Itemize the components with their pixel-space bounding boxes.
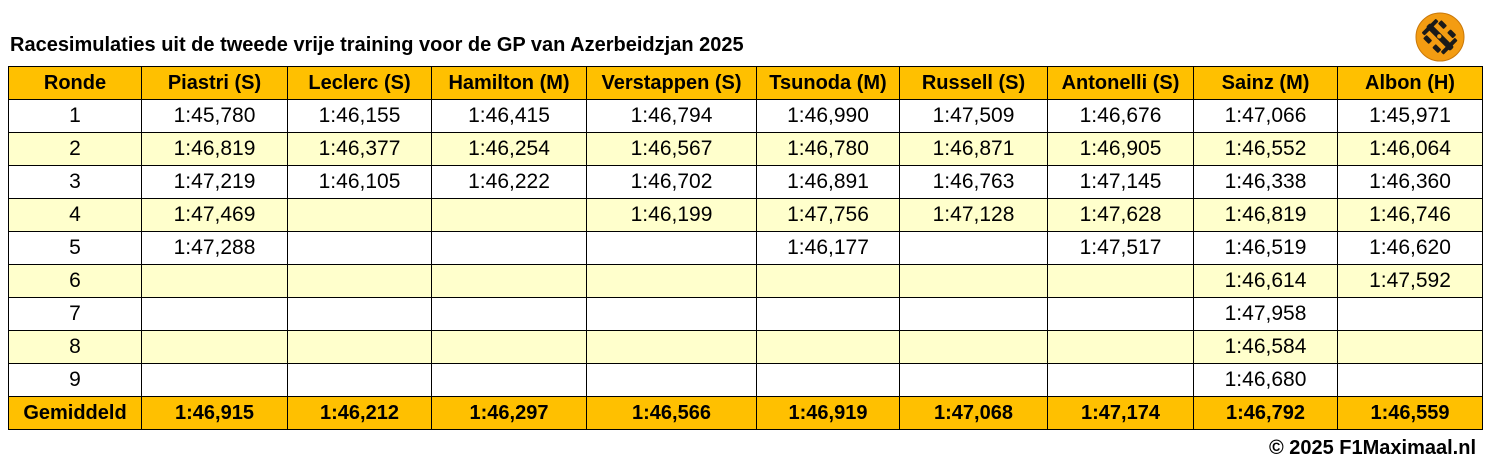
- lap-time-cell: [1048, 265, 1194, 298]
- table-header-row: [9, 67, 1483, 100]
- lap-time-cell: 1:46,360: [1338, 166, 1483, 199]
- lap-number-cell: 7: [9, 298, 142, 331]
- lap-time-cell: [1338, 331, 1483, 364]
- table-row: [9, 298, 1483, 331]
- average-time-cell: 1:46,212: [288, 397, 432, 430]
- lap-time-cell: 1:47,469: [142, 199, 288, 232]
- lap-time-cell: [1048, 298, 1194, 331]
- lap-time-cell: [587, 364, 757, 397]
- lap-time-cell: 1:46,620: [1338, 232, 1483, 265]
- table-row: [9, 133, 1483, 166]
- lap-number-cell: 4: [9, 199, 142, 232]
- lap-time-cell: 1:47,592: [1338, 265, 1483, 298]
- lap-time-cell: 1:46,415: [432, 100, 587, 133]
- lap-time-cell: 1:46,552: [1194, 133, 1338, 166]
- average-row: [9, 397, 1483, 430]
- lap-time-cell: 1:46,614: [1194, 265, 1338, 298]
- lap-time-cell: [288, 199, 432, 232]
- lap-time-cell: 1:47,288: [142, 232, 288, 265]
- average-time-cell: 1:46,919: [757, 397, 900, 430]
- lap-time-cell: [587, 265, 757, 298]
- lap-number-cell: 5: [9, 232, 142, 265]
- lap-time-cell: 1:46,064: [1338, 133, 1483, 166]
- lap-time-cell: [900, 232, 1048, 265]
- lap-time-cell: 1:46,746: [1338, 199, 1483, 232]
- average-time-cell: 1:47,068: [900, 397, 1048, 430]
- lap-time-cell: [757, 331, 900, 364]
- lap-number-cell: 3: [9, 166, 142, 199]
- page-title: Racesimulaties uit de tweede vrije training voor de GP van Azerbeidzjan 2025: [10, 34, 744, 56]
- column-header: Russell (S): [900, 67, 1048, 100]
- column-header: Ronde: [9, 67, 142, 100]
- lap-time-cell: [1338, 298, 1483, 331]
- lap-time-cell: 1:46,780: [757, 133, 900, 166]
- lap-time-cell: [900, 298, 1048, 331]
- column-header: Verstappen (S): [587, 67, 757, 100]
- lap-time-cell: 1:46,702: [587, 166, 757, 199]
- lap-time-cell: [1048, 331, 1194, 364]
- column-header: Albon (H): [1338, 67, 1483, 100]
- lap-time-cell: [587, 232, 757, 265]
- lap-time-cell: 1:46,794: [587, 100, 757, 133]
- lap-number-cell: 8: [9, 331, 142, 364]
- table-row: [9, 265, 1483, 298]
- lap-time-cell: 1:47,958: [1194, 298, 1338, 331]
- lap-time-cell: [142, 298, 288, 331]
- lap-time-cell: 1:46,676: [1048, 100, 1194, 133]
- lap-time-cell: 1:46,155: [288, 100, 432, 133]
- lap-time-cell: 1:46,819: [142, 133, 288, 166]
- lap-time-cell: [288, 232, 432, 265]
- lap-number-cell: 6: [9, 265, 142, 298]
- lap-time-cell: 1:46,377: [288, 133, 432, 166]
- table-row: [9, 199, 1483, 232]
- lap-time-cell: 1:47,066: [1194, 100, 1338, 133]
- average-label-cell: Gemiddeld: [9, 397, 142, 430]
- table-row: [9, 232, 1483, 265]
- column-header: Antonelli (S): [1048, 67, 1194, 100]
- table-row: [9, 166, 1483, 199]
- lap-time-cell: [142, 331, 288, 364]
- lap-time-cell: 1:47,219: [142, 166, 288, 199]
- lap-time-cell: [587, 298, 757, 331]
- lap-time-cell: 1:46,519: [1194, 232, 1338, 265]
- lap-time-cell: [288, 364, 432, 397]
- table-row: [9, 364, 1483, 397]
- lap-time-cell: [288, 298, 432, 331]
- lap-time-cell: [432, 298, 587, 331]
- lap-time-cell: [900, 331, 1048, 364]
- lap-number-cell: 9: [9, 364, 142, 397]
- lap-time-cell: 1:47,628: [1048, 199, 1194, 232]
- average-time-cell: 1:46,566: [587, 397, 757, 430]
- column-header: Piastri (S): [142, 67, 288, 100]
- copyright-text: © 2025 F1Maximaal.nl: [1268, 437, 1476, 459]
- lap-time-cell: 1:47,128: [900, 199, 1048, 232]
- lap-time-cell: 1:46,254: [432, 133, 587, 166]
- lap-time-cell: [432, 232, 587, 265]
- lap-time-cell: [432, 265, 587, 298]
- column-header: Leclerc (S): [288, 67, 432, 100]
- average-time-cell: 1:46,915: [142, 397, 288, 430]
- lap-time-cell: 1:47,517: [1048, 232, 1194, 265]
- lap-time-cell: [142, 265, 288, 298]
- average-time-cell: 1:46,297: [432, 397, 587, 430]
- column-header: Sainz (M): [1194, 67, 1338, 100]
- lap-time-cell: [900, 364, 1048, 397]
- lap-time-cell: [288, 265, 432, 298]
- lap-time-cell: [587, 331, 757, 364]
- column-header: Tsunoda (M): [757, 67, 900, 100]
- table-row: [9, 100, 1483, 133]
- lap-time-cell: [1048, 364, 1194, 397]
- average-time-cell: 1:46,792: [1194, 397, 1338, 430]
- lap-time-cell: [142, 364, 288, 397]
- lap-time-cell: 1:46,222: [432, 166, 587, 199]
- lap-time-cell: 1:46,905: [1048, 133, 1194, 166]
- lap-number-cell: 1: [9, 100, 142, 133]
- lap-time-cell: 1:47,509: [900, 100, 1048, 133]
- lap-time-cell: [432, 199, 587, 232]
- lap-time-cell: 1:46,680: [1194, 364, 1338, 397]
- lap-time-cell: 1:46,177: [757, 232, 900, 265]
- lap-time-cell: 1:47,756: [757, 199, 900, 232]
- lap-time-cell: [900, 265, 1048, 298]
- lap-time-cell: [288, 331, 432, 364]
- lap-time-cell: 1:46,105: [288, 166, 432, 199]
- average-time-cell: 1:46,559: [1338, 397, 1483, 430]
- lap-time-cell: 1:46,199: [587, 199, 757, 232]
- lap-time-cell: 1:46,891: [757, 166, 900, 199]
- race-car-logo-icon: [1415, 12, 1465, 62]
- lap-time-cell: [757, 364, 900, 397]
- lap-time-cell: 1:46,990: [757, 100, 900, 133]
- lap-time-cell: [1338, 364, 1483, 397]
- lap-time-cell: 1:46,338: [1194, 166, 1338, 199]
- lap-time-cell: 1:46,819: [1194, 199, 1338, 232]
- lap-time-cell: 1:46,871: [900, 133, 1048, 166]
- lap-time-cell: 1:47,145: [1048, 166, 1194, 199]
- lap-time-cell: [432, 364, 587, 397]
- lap-number-cell: 2: [9, 133, 142, 166]
- lap-time-cell: [757, 298, 900, 331]
- column-header: Hamilton (M): [432, 67, 587, 100]
- race-simulation-table: [8, 66, 1483, 430]
- lap-time-cell: 1:45,971: [1338, 100, 1483, 133]
- lap-time-cell: [757, 265, 900, 298]
- lap-time-cell: 1:46,584: [1194, 331, 1338, 364]
- lap-time-cell: [432, 331, 587, 364]
- lap-time-cell: 1:46,567: [587, 133, 757, 166]
- lap-time-cell: 1:46,763: [900, 166, 1048, 199]
- table-row: [9, 331, 1483, 364]
- average-time-cell: 1:47,174: [1048, 397, 1194, 430]
- lap-time-cell: 1:45,780: [142, 100, 288, 133]
